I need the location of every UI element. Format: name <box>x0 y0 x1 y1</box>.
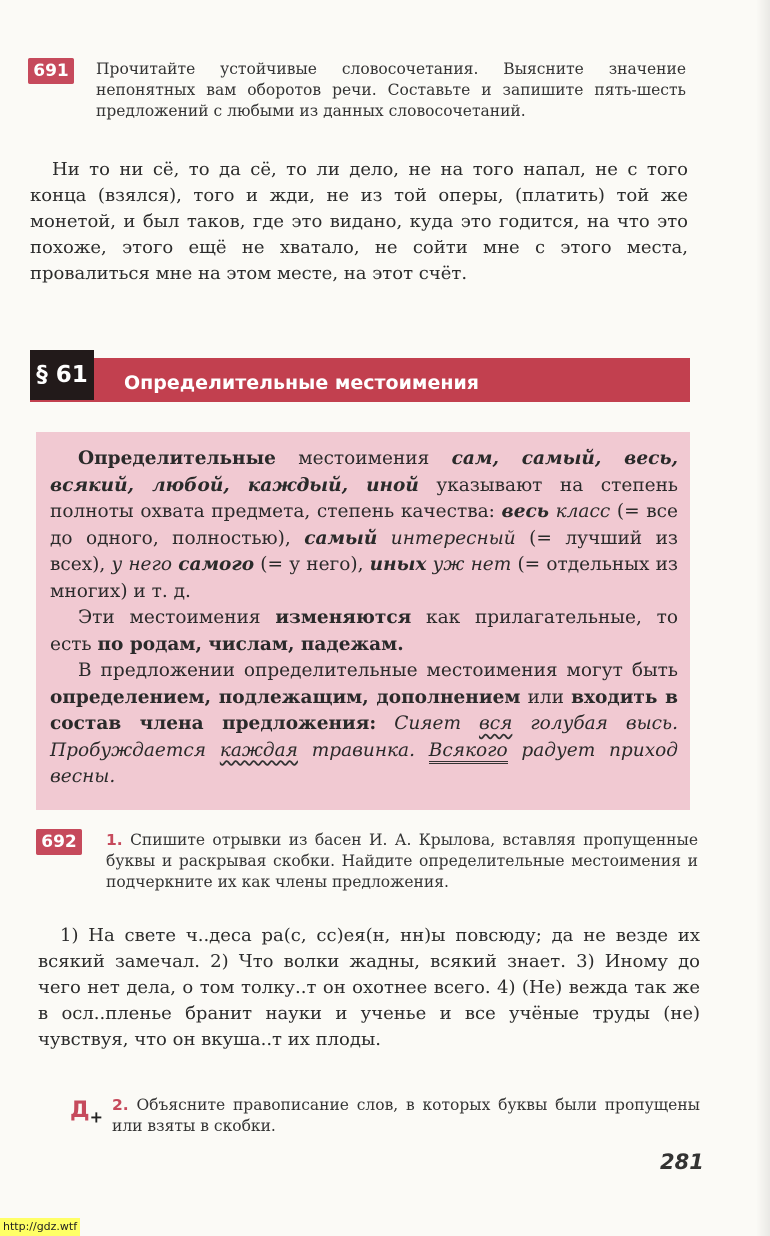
example-text: травинка. <box>297 739 429 761</box>
example-vsyakogo: Всякого <box>429 740 508 764</box>
exercise-691-paragraph: Ни то ни сё, то да сё, то ли дело, не на того напал, не с того конца (взялся), того и жди, не из той оперы, (платить) той же монетой, и был таков, где это видано, куда это годится, на что это похоже, этого ещё не хватало, не сойти мне с этого места, провалиться мне на этом месте, на этот счёт. <box>30 159 688 284</box>
example-uzh-net: уж нет <box>426 554 512 575</box>
exercise-691-instruction: Прочитайте устойчивые словосочетания. Выясните значение непонятных вам оборотов речи. Составьте и запишите пять-шесть предложений с любыми из данных словосочетаний. <box>96 60 686 120</box>
rule-text-span: Эти местоимения <box>78 607 276 628</box>
exercise-692-paragraph: 1) На свете ч..деса ра(с, сс)ея(н, нн)ы повсюду; да не везде их всякий замечал. 2) Что волки жадны, всякий знает. 3) Иному до чего нет дела, о том толку..т он охотнее всего. 4) (Не) вежда так же в осл..пленье бранит науки и ученье и все учёные труды (не) чувствуя, что он вкуша..т их плоды. <box>38 925 700 1050</box>
exercise-691-text <box>30 157 688 287</box>
exercise-692-item-2 <box>112 1095 700 1137</box>
example-vsya: вся <box>478 713 513 734</box>
item-1-number: 1. <box>106 831 123 849</box>
rule-text-span: (= лучший из всех), <box>50 527 678 575</box>
example-samyi: самый <box>304 527 378 549</box>
section-title: Определительные местоимения <box>124 372 479 394</box>
example-text: голубая высь. Пробуждается <box>50 713 678 761</box>
rule-text-span: указывают на степень полноты охвата предмета, степень качества: <box>50 474 678 522</box>
example-u-nego: у него <box>111 554 179 575</box>
exercise-692-item-1 <box>106 830 698 893</box>
rule-text-span: (= все до одного, полностью), <box>50 501 678 549</box>
example-klass: класс <box>548 501 611 522</box>
exercise-692-text <box>38 923 700 1053</box>
example-kazhdaya: каждая <box>219 739 298 761</box>
example-text: радует приход весны. <box>50 739 678 787</box>
term-part-of-member: входить в состав члена предложения: <box>50 686 678 734</box>
url-badge[interactable]: http://gdz.wtf <box>0 1218 80 1236</box>
example-interesnyi: интересный <box>377 527 516 549</box>
example-text: Сияет <box>376 713 479 734</box>
item-2-text: Объясните правописание слов, в которых буквы были пропущены или взяты в скобки. <box>112 1096 700 1135</box>
page-edge-shadow <box>756 0 770 1236</box>
item-2-number: 2. <box>112 1096 129 1114</box>
item-1-text: Спишите отрывки из басен И. А. Крылова, вставляя пропущенные буквы и раскрывая скобки. Найдите определительные местоимения и подчеркните их как члены предложения. <box>106 831 698 891</box>
rule-text-span: местоимения <box>275 448 452 469</box>
pronoun-list: сам, самый, весь, всякий, любой, каждый, иной <box>50 448 678 496</box>
rule-text-span: (= у него), <box>254 554 370 575</box>
d-letter: Д <box>70 1098 90 1123</box>
page-number: 281 <box>660 1150 704 1174</box>
term-definitive: Определительные <box>78 448 276 469</box>
rule-text-span: или <box>520 686 572 708</box>
rule-text <box>50 446 678 791</box>
example-samogo: самого <box>178 554 255 575</box>
term-genders-numbers-cases: по родам, числам, падежам. <box>97 633 404 655</box>
rule-text-span: (= отдельных из многих) и т. д. <box>50 554 678 602</box>
exercise-691-number: 691 <box>28 58 74 84</box>
rule-paragraph-2 <box>50 605 678 658</box>
example-ves: весь <box>501 501 549 522</box>
rule-text-span: как прилагательные, то есть <box>50 607 678 655</box>
example-inyh: иных <box>369 554 427 575</box>
rule-paragraph-1 <box>50 446 678 605</box>
rule-paragraph-3 <box>50 658 678 791</box>
exercise-692-number: 692 <box>36 829 82 855</box>
plus-sign: + <box>89 1107 103 1127</box>
term-change: изменяются <box>275 607 412 628</box>
section-number: § 61 <box>30 350 94 400</box>
d-plus-marker <box>70 1098 103 1126</box>
rule-text-span: В предложении определительные местоимения могут быть <box>78 660 678 681</box>
term-syntactic-roles: определением, подлежащим, дополнением <box>50 686 521 708</box>
